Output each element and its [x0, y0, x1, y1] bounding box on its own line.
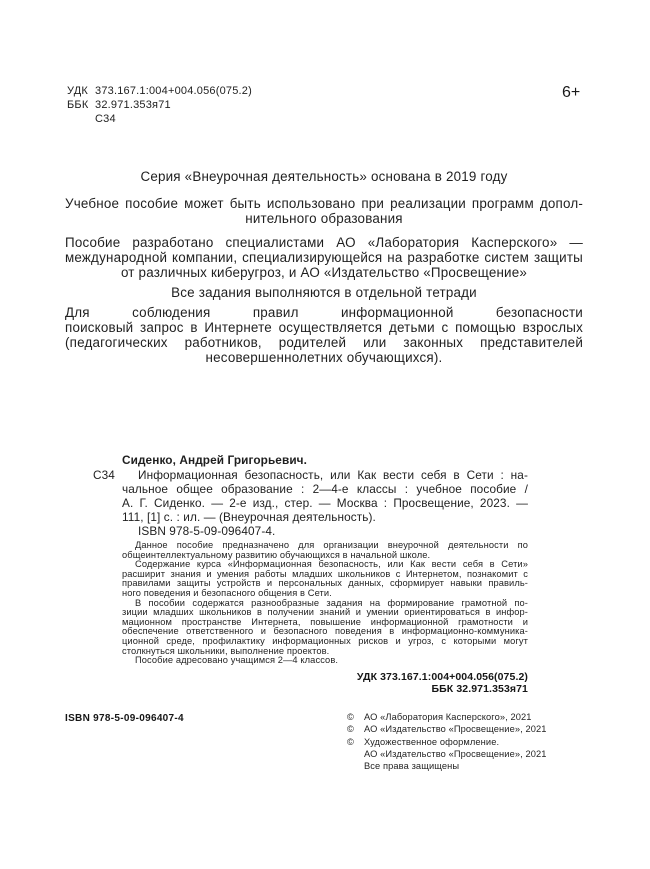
- bibliographic-description-row: [93, 468, 529, 524]
- text-line: чальное общее образование : 2—4-е классы : учебное пособие /: [122, 482, 528, 496]
- text-line: столкнуться школьники, выполнение проектов.: [122, 645, 330, 656]
- annotation-paragraph: [122, 599, 528, 657]
- author-sign-code-card: С34: [93, 468, 115, 482]
- text-line: мационном пространстве Интернета, повышение информационной грамотности и: [122, 616, 528, 627]
- text-line: Данное пособие предназначено для организации внеурочной деятельности по: [135, 540, 528, 550]
- copyright-mark: ©: [347, 712, 354, 722]
- copyright-mark: [347, 760, 364, 772]
- isbn-card-line: ISBN 978-5-09-096407-4.: [138, 524, 276, 538]
- series-note: [65, 169, 583, 184]
- text-line: ционной среде, профилактику информационных рисков и угроз, с которыми могут: [122, 635, 528, 646]
- copyright-text: АО «Издательство «Просвещение», 2021: [364, 748, 547, 759]
- text-line: Информационная безопасность, или Как вести себя в Сети : на-: [138, 468, 528, 482]
- copyright-text: Все права защищены: [364, 761, 460, 772]
- age-rating-badge: 6+: [562, 84, 581, 101]
- text-line: расширит знания и умения работы младших школьников с Интернетом, познакомит с: [122, 568, 528, 579]
- bbk-footer: ББК 32.971.353я71: [431, 683, 528, 696]
- catalogue-card: [93, 453, 529, 696]
- text-line: обеспечение ответственного и безопасного поведения в информационно-коммуника-: [122, 626, 528, 637]
- text-line: поисковый запрос в Интернете осуществляется детьми с помощью взрослых: [65, 320, 583, 335]
- usage-note: [65, 196, 583, 226]
- text-line: ного поведения и безопасного общения в Сети.: [122, 587, 332, 598]
- udk-label: УДК: [67, 85, 88, 97]
- udk-row: [67, 84, 252, 98]
- text-line: Пособие разработано специалистами АО «Лаборатория Касперского» —: [65, 235, 583, 250]
- text-line: Серия «Внеурочная деятельность» основана в 2019 году: [140, 169, 508, 184]
- safety-note: [65, 305, 583, 365]
- text-line: Все задания выполняются в отдельной тетради: [171, 285, 477, 300]
- annotation-paragraph: [122, 541, 528, 560]
- copyright-line: [347, 723, 547, 735]
- text-line: Для соблюдения правил информационной безопасности: [65, 305, 583, 320]
- annotation-paragraph: [122, 560, 528, 598]
- copyright-mark: [347, 748, 364, 760]
- text-line: Содержание курса «Информационная безопасность, или Как вести себя в Сети»: [135, 559, 528, 570]
- text-line: 111, [1] с. : ил. — (Внеурочная деятельность).: [122, 510, 376, 524]
- text-line: от различных киберугроз, и АО «Издательство «Просвещение»: [120, 265, 528, 280]
- bbk-value: 32.971.353я71: [95, 99, 171, 111]
- text-line: несовершеннолетних обучающихся).: [205, 350, 443, 365]
- text-line: В пособии содержатся разнообразные задания на формирование грамотной по-: [135, 597, 528, 608]
- footer-codes: [122, 671, 528, 696]
- text-line: правилами защиты устройств и персональных данных, сформирует навыки правиль-: [122, 578, 528, 589]
- udk-footer: УДК 373.167.1:004+004.056(075.2): [356, 670, 528, 683]
- bbk-row: [67, 98, 252, 112]
- author-name: Сиденко, Андрей Григорьевич.: [122, 453, 307, 467]
- notebook-note: [65, 285, 583, 300]
- text-line: А. Г. Сиденко. — 2-е изд., стер. — Москва : Просвещение, 2023. —: [122, 496, 528, 510]
- bbk-label: ББК: [67, 99, 89, 111]
- text-line: международной компании, специализирующейся на разработке систем защиты: [65, 250, 583, 265]
- copyright-line: [347, 760, 547, 772]
- bibliographic-description: [122, 468, 528, 524]
- copyright-text: АО «Лаборатория Касперского», 2021: [364, 712, 532, 722]
- cataloguing-codes: [67, 84, 252, 126]
- copyright-mark: ©: [347, 736, 354, 747]
- udk-value: 373.167.1:004+004.056(075.2): [95, 85, 252, 97]
- copyright-line: [347, 736, 547, 748]
- text-line: зиции младших школьников в получении знаний и умении ориентироваться в инфор-: [122, 607, 528, 618]
- copyright-block: [347, 711, 547, 772]
- text-line: нительного образования: [245, 211, 403, 226]
- text-line: Пособие адресовано учащимся 2—4 классов.: [135, 655, 339, 666]
- top-notes: [65, 162, 583, 365]
- text-line: Учебное пособие может быть использовано при реализации программ допол-: [65, 196, 583, 211]
- copyright-text: АО «Издательство «Просвещение», 2021: [364, 724, 547, 735]
- text-line: общеинтеллектуальному развитию обучающихся в начальной школе.: [122, 549, 431, 560]
- annotation-paragraph: [122, 656, 528, 666]
- copyright-line: [347, 748, 547, 760]
- copyright-text: Художественное оформление.: [364, 736, 500, 747]
- text-line: (педагогических работников, родителей или законных представителей: [65, 335, 583, 350]
- copyright-line: [347, 711, 547, 723]
- isbn-bottom: ISBN 978-5-09-096407-4: [65, 713, 184, 724]
- author-sign-code: С34: [95, 113, 116, 125]
- copyright-mark: ©: [347, 724, 354, 735]
- developers-note: [65, 235, 583, 280]
- annotation: [122, 541, 528, 666]
